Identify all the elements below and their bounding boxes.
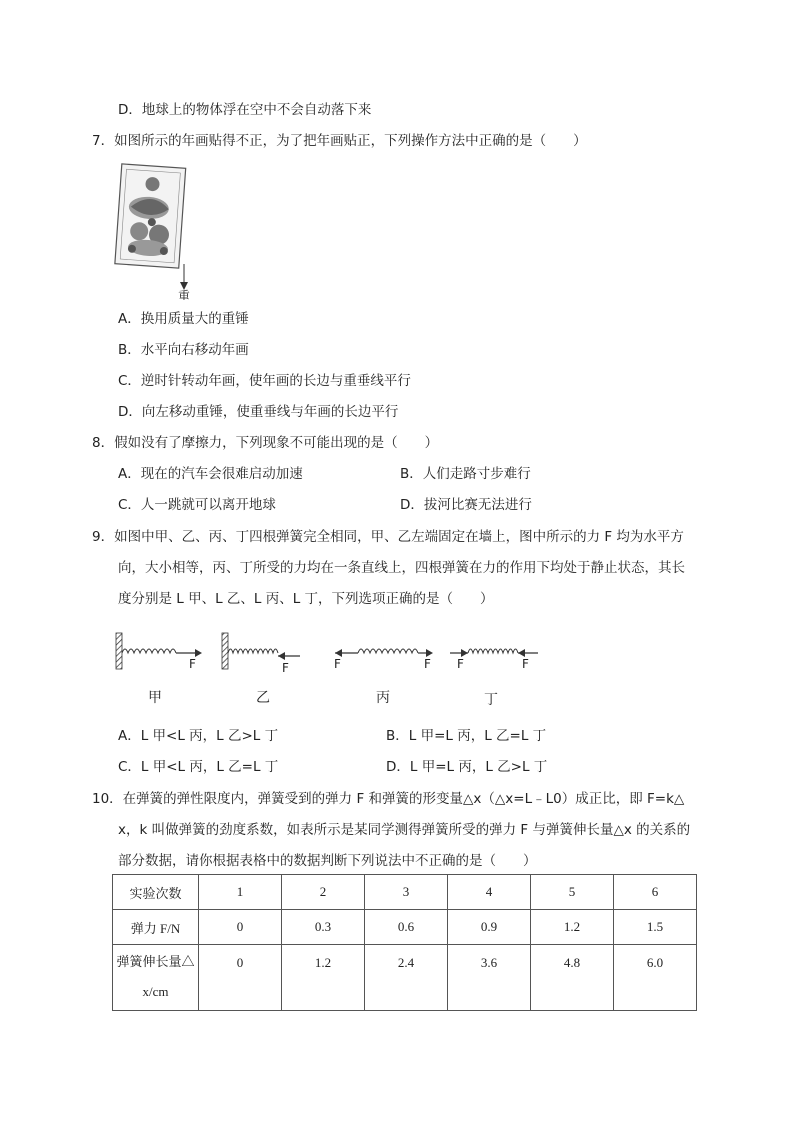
table-row <box>113 875 697 910</box>
label-jia: 甲 <box>148 690 162 706</box>
spring-jia <box>116 633 202 706</box>
plumb-label: 重 <box>178 289 191 300</box>
q9-stem-line3: 度分别是 L 甲、L 乙、L 丙、L 丁，下列选项正确的是（ ） <box>118 591 494 607</box>
q9-option-b: B．L 甲=L 丙，L 乙=L 丁 <box>386 728 547 744</box>
label-bing: 丙 <box>376 690 390 706</box>
spring-data-table <box>112 874 697 1011</box>
q6-option-d: D．地球上的物体浮在空中不会自动落下来 <box>118 102 372 118</box>
spring-ding <box>450 649 538 708</box>
table-cell: 6.0 <box>614 945 697 1011</box>
force-arrow-ding-left <box>461 649 468 657</box>
q8-option-c: C．人一跳就可以离开地球 <box>118 497 276 513</box>
force-arrow-bing-left <box>335 649 342 657</box>
table-row <box>113 910 697 945</box>
spring-bing <box>334 649 433 706</box>
q10-stem-line1: 10．在弹簧的弹性限度内，弹簧受到的弹力 F 和弹簧的形变量△x（△x=L﹣L0）成正比，即 F=k△ <box>92 791 685 807</box>
table-cell: 2 <box>282 875 365 910</box>
table-cell: 1.5 <box>614 910 697 945</box>
q7-option-b: B．水平向右移动年画 <box>118 342 249 358</box>
q8-option-a: A．现在的汽车会很难启动加速 <box>118 466 303 482</box>
force-label-bing-left: F <box>334 657 341 671</box>
force-label-jia: F <box>189 657 196 671</box>
q8-option-b: B．人们走路寸步难行 <box>400 466 531 482</box>
force-label-ding-right: F <box>522 657 529 671</box>
table-cell: 4 <box>448 875 531 910</box>
q8-stem: 8．假如没有了摩擦力，下列现象不可能出现的是（ ） <box>92 435 439 451</box>
force-arrow-jia <box>195 649 202 657</box>
table-cell: 6 <box>614 875 697 910</box>
spring-yi <box>222 633 300 706</box>
table-cell: 5 <box>531 875 614 910</box>
wall-yi <box>222 633 228 669</box>
row-header-trials: 实验次数 <box>113 875 199 910</box>
tilted-picture-figure <box>112 160 202 300</box>
table-cell: 1.2 <box>282 945 365 1011</box>
q7-option-d: D．向左移动重锤，使重垂线与年画的长边平行 <box>118 404 399 420</box>
q9-option-d: D．L 甲=L 丙，L 乙>L 丁 <box>386 759 548 775</box>
force-label-bing-right: F <box>424 657 431 671</box>
q7-stem: 7．如图所示的年画贴得不正，为了把年画贴正，下列操作方法中正确的是（ ） <box>92 133 587 149</box>
wall-jia <box>116 633 122 669</box>
force-arrow-yi <box>278 652 285 660</box>
table-cell: 1 <box>199 875 282 910</box>
label-ding: 丁 <box>484 692 498 708</box>
table-cell: 2.4 <box>365 945 448 1011</box>
new-year-picture <box>115 164 186 268</box>
table-cell: 0 <box>199 945 282 1011</box>
table-cell: 0 <box>199 910 282 945</box>
table-cell: 0.6 <box>365 910 448 945</box>
table-cell: 3.6 <box>448 945 531 1011</box>
q9-stem-line2: 向，大小相等，丙、丁所受的力均在一条直线上，四根弹簧在力的作用下均处于静止状态，其长 <box>118 560 685 576</box>
q9-option-a: A．L 甲<L 丙，L 乙>L 丁 <box>118 728 279 744</box>
q10-stem-line3: 部分数据，请你根据表格中的数据判断下列说法中不正确的是（ ） <box>118 853 537 869</box>
q7-option-a: A．换用质量大的重锤 <box>118 311 249 327</box>
q9-stem-line1: 9．如图中甲、乙、丙、丁四根弹簧完全相同，甲、乙左端固定在墙上，图中所示的力 F 均为水平方 <box>92 529 684 545</box>
table-cell: 0.9 <box>448 910 531 945</box>
label-yi: 乙 <box>256 690 270 706</box>
row-header-extension: 弹簧伸长量△x/cm <box>113 945 199 1011</box>
q10-stem-line2: x，k 叫做弹簧的劲度系数，如表所示是某同学测得弹簧所受的弹力 F 与弹簧伸长量△x 的关系的 <box>118 822 691 838</box>
table-cell: 3 <box>365 875 448 910</box>
force-label-ding-left: F <box>457 657 464 671</box>
row-header-force: 弹力 F/N <box>113 910 199 945</box>
force-arrow-bing-right <box>426 649 433 657</box>
q8-option-d: D．拔河比赛无法进行 <box>400 497 532 513</box>
table-row <box>113 945 697 1011</box>
force-arrow-ding-right <box>518 649 525 657</box>
table-cell: 1.2 <box>531 910 614 945</box>
force-label-yi: F <box>282 661 289 675</box>
springs-figure <box>110 628 560 710</box>
q7-option-c: C．逆时针转动年画，使年画的长边与重垂线平行 <box>118 373 411 389</box>
q9-option-c: C．L 甲<L 丙，L 乙=L 丁 <box>118 759 279 775</box>
table-cell: 4.8 <box>531 945 614 1011</box>
table-cell: 0.3 <box>282 910 365 945</box>
